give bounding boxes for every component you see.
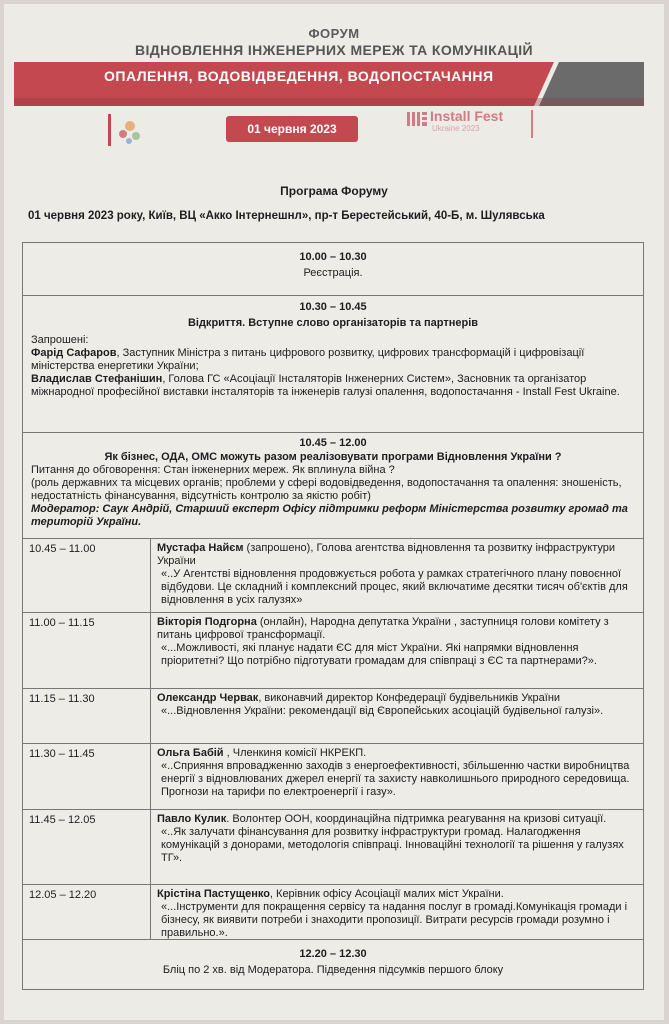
talk-quote: «...Можливості, які планує надати ЄС для міст України. Які напрямки відновлення пріоритетні? Що потрібно підготувати громадам для співпраці з ЄС та партнерами?». [161,642,597,667]
opening-time: 10.30 – 10.45 [299,301,367,313]
document-sheet [4,4,664,1020]
program-table [22,242,644,990]
panel-time: 10.45 – 12.00 [299,437,367,449]
forum-label: ФОРУМ [308,26,360,41]
panel-discussion: Питання до обговорення: Стан інженерних мереж. Як вплинула війна ? [31,464,395,476]
banner-title: ОПАЛЕННЯ, ВОДОВІДВЕДЕННЯ, ВОДОПОСТАЧАННЯ [104,68,494,84]
talk-time: 11.45 – 12.05 [23,810,151,884]
guest-2-name: Владислав Стефанішин [31,373,163,385]
forum-header [4,4,664,164]
registration-block [23,243,643,295]
program-title: Програма Форуму [280,184,388,198]
talk-quote: «..Як залучати фінансування для розвитку інфраструктури громад. Налагодження комунікацій з донорами, методологія співпраці. Інноваційні технології та рішення у галузях ТГ». [161,826,624,864]
speaker-role: . Волонтер ООН, координаційна підтримка реагування на кризові ситуації. [226,813,607,825]
talk-time: 11.15 – 11.30 [23,689,151,743]
talk-desc [153,744,641,802]
talk-desc [153,885,641,943]
talk-quote: «...Інструменти для покращення сервісу та надання послуг в громаді.Комунікація громади і бізнесу, як виявити потреби і знаходити пропозиції. Витрати ресурсів громади розумно і правильно.». [161,901,628,939]
opening-guest-1 [23,347,643,373]
talk-quote: «...Відновлення України: рекомендації від Європейських асоціацій будівельної галузі». [161,705,604,717]
speaker-name: Ольга Бабій [157,747,224,759]
install-fest-logo-icon [407,112,427,126]
talk-desc [153,810,641,868]
date-pill: 01 червня 2023 [226,116,358,142]
talk-desc [153,613,641,671]
guest-1-name: Фарід Сафаров [31,347,117,359]
speaker-role: (онлайн), Народна депутатка України , заступниця голови комітету з питань цифрової трансформації. [157,616,609,641]
panel-title: Як бізнес, ОДА, ОМС можуть разом реалізовувати програми Відновлення України ? [104,451,562,463]
speaker-name: Мустафа Найєм [157,542,244,554]
talk-time: 12.05 – 12.20 [23,885,151,939]
opening-guest-2 [23,373,643,399]
guest-1-role: , Заступник Міністра з питань цифрового розвитку, цифрових трансформацій і цифровізації міністерства енергетики України; [31,347,585,372]
speaker-role: , Членкиня комісії НКРЕКП. [223,747,367,759]
talk-time: 11.00 – 11.15 [23,613,151,688]
talk-desc [153,689,641,721]
talk-quote: «..У Агентстві відновлення продовжується робота у рамках стратегічного плану повоєнної відбудови. Це складний і комплексний процес, який включатиме десятки тисяч об'єктів для відновлення в усіх галузях» [161,568,628,606]
registration-text: Реєстрація. [303,267,363,279]
speaker-role: , Керівник офісу Асоціації малих міст України. [269,888,504,900]
panel-discussion-details: (роль державних та місцевих органів; проблеми у сфері водовідведення, водопостачання та опалення: зношеність, недостатність фінансування, відсутність контролю за якістю робіт) [31,477,622,502]
talk-quote: «..Сприяння впровадженню заходів з енергоефективності, збільшенню частки виробництва енергії з відновлюваних джерел енергії та захисту навколишнього природного середовища. Прогнози на тарифи по електроенергії і газу». [161,760,630,798]
speaker-role: (запрошено), Голова агентства відновлення та розвитку інфраструктури України [157,542,616,567]
talk-row [23,538,643,612]
talk-row [23,884,643,939]
closing-time: 12.20 – 12.30 [299,948,367,960]
install-fest-name: Install Fest [430,108,504,124]
forum-title: ВІДНОВЛЕННЯ ІНЖЕНЕРНИХ МЕРЕЖ ТА КОМУНІКАЦІЙ [135,42,533,58]
talk-row [23,743,643,809]
install-fest-divider [531,110,533,138]
talk-time: 11.30 – 11.45 [23,744,151,809]
talk-desc [153,539,641,610]
talk-row [23,809,643,884]
registration-time: 10.00 – 10.30 [299,251,367,263]
speaker-name: Вікторія Подгорна [157,616,257,628]
talk-row [23,612,643,688]
speaker-name: Крістіна Пастущенко [157,888,270,900]
opening-block [23,295,643,432]
closing-block [23,939,643,989]
talk-time: 10.45 – 11.00 [23,539,151,612]
program-place: 01 червня 2023 року, Київ, ВЦ «Акко Інтернешнл», пр-т Берестейський, 40-Б, м. Шулявська [28,210,545,222]
speaker-name: Олександр Червак [157,692,259,704]
panel-moderator: Модератор: Саук Андрій, Старший експерт Офісу підтримки реформ Міністерства розвитку громад та територій України. [31,503,628,528]
opening-invited-label: Запрошені: [31,334,89,346]
speaker-role: , виконавчий директор Конфедерації будівельників України [258,692,561,704]
closing-text: Бліц по 2 хв. від Модератора. Підведення підсумків першого блоку [162,964,504,976]
talk-row [23,688,643,743]
panel-block [23,432,643,538]
install-fest-sub: Ukraine 2023 [432,124,480,133]
opening-title: Відкриття. Вступне слово організаторів та партнерів [187,317,479,329]
speaker-name: Павло Кулик [157,813,227,825]
guest-2-role: , Голова ГС «Асоціації Інсталяторів Інженерних Систем», Засновник та організатор міжнародної професійної виставки інсталяторів та інженерів галузі опалення, водопостачання - Install Fest Ukraine. [31,373,620,398]
forum-logo-icon [108,112,192,148]
